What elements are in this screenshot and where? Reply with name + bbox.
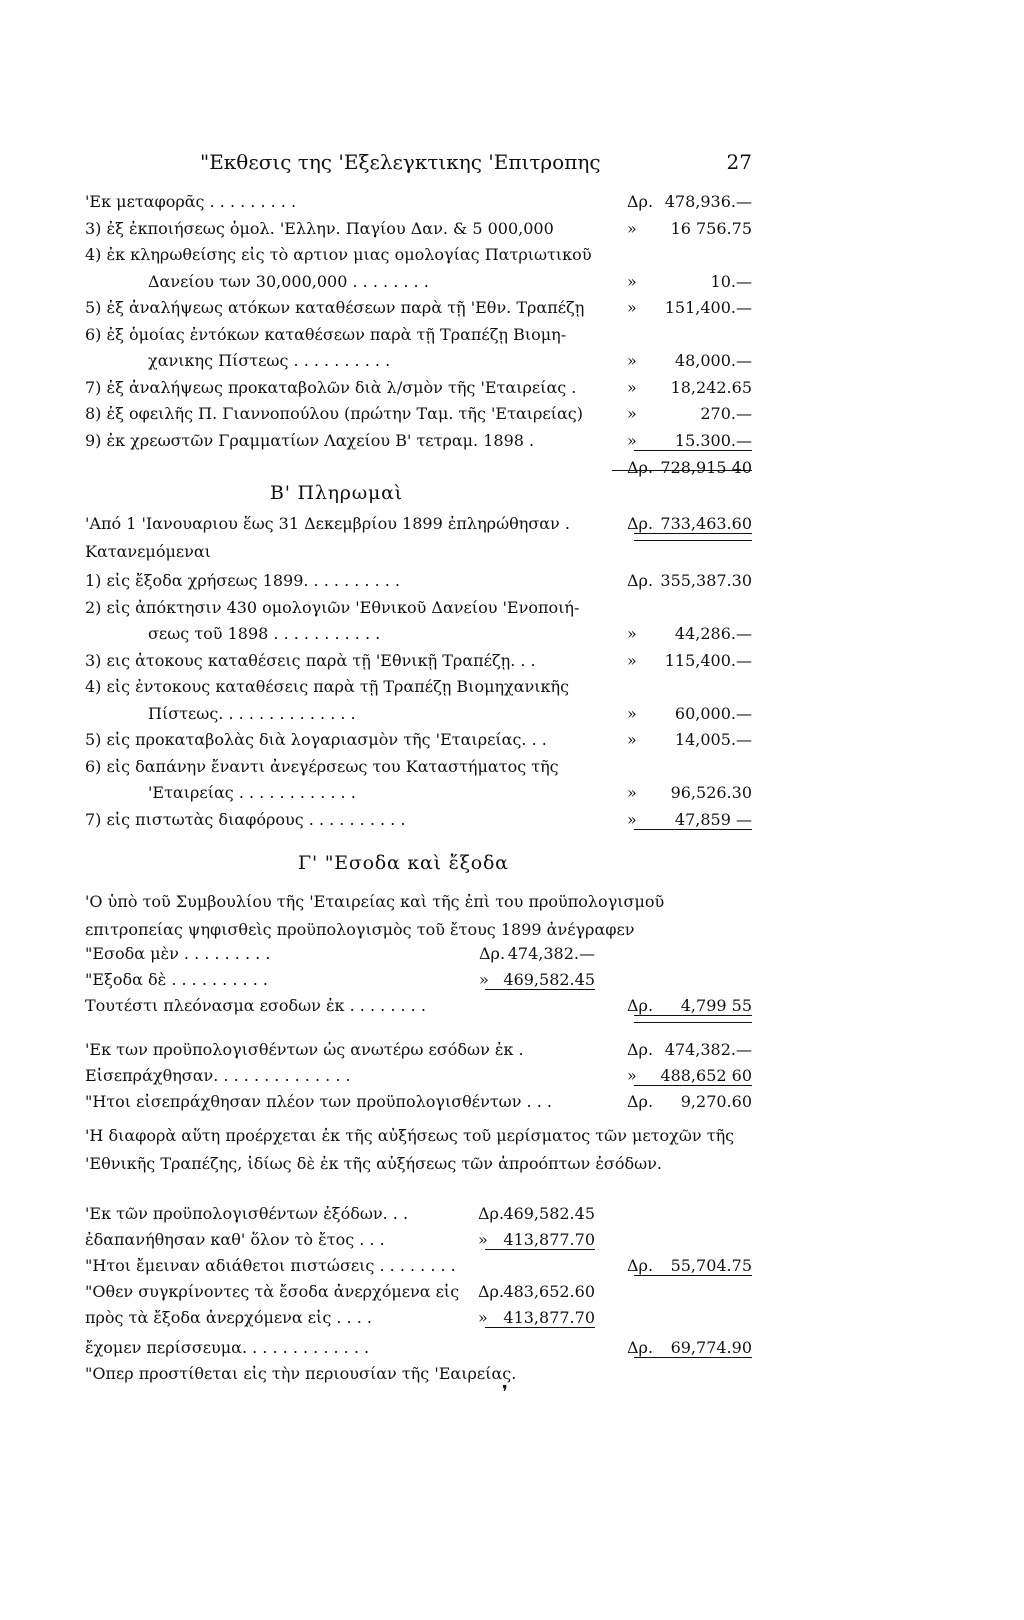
label: 6) εἰς δαπάνην ἔναντι ἀνεγέρσεως του Καταστήματος τῆς bbox=[85, 756, 559, 776]
spent-row bbox=[85, 1230, 752, 1258]
currency: Δρ. bbox=[627, 996, 654, 1015]
currency: » bbox=[627, 351, 637, 370]
label: πρὸς τὰ ἔξοδα ἀνερχόμενα εἰς . . . . bbox=[85, 1308, 372, 1327]
amount: 115,400.— bbox=[664, 650, 752, 670]
amount: 469,582.45 bbox=[485, 970, 595, 990]
section-b-intro bbox=[85, 514, 752, 542]
section-b-subheading bbox=[85, 542, 752, 570]
currency: Δρ. bbox=[627, 1338, 654, 1357]
label: Τουτέστι πλεόνασμα εσοδων ἐκ . . . . . . . . bbox=[85, 996, 426, 1015]
amount: 60,000.— bbox=[674, 703, 752, 723]
amount: 413,877.70 bbox=[485, 1230, 595, 1250]
ledger-row bbox=[85, 325, 752, 353]
ledger-row bbox=[85, 651, 752, 679]
amount: 18,242.65 bbox=[670, 377, 752, 397]
label: "Οθεν συγκρίνοντες τὰ ἔσοδα ἀνερχόμενα εἰς bbox=[85, 1282, 460, 1301]
ledger-row bbox=[85, 704, 752, 732]
currency: » bbox=[479, 970, 489, 989]
ledger-row bbox=[85, 404, 752, 432]
ledger-row bbox=[85, 192, 752, 220]
currency: » bbox=[627, 650, 637, 670]
amount: 151,400.— bbox=[664, 298, 752, 317]
currency: Δρ. bbox=[627, 458, 654, 477]
amount: 413,877.70 bbox=[485, 1308, 595, 1328]
label: Κατανεμόμεναι bbox=[85, 542, 211, 561]
currency: » bbox=[627, 404, 637, 423]
ledger-row bbox=[85, 1040, 752, 1068]
label: ἐδαπανήθησαν καθ' ὅλον τὸ ἔτος . . . bbox=[85, 1230, 385, 1249]
label: 9) ἐκ χρεωστῶν Γραμματίων Λαχείου Β' τετραμ. 1898 . bbox=[85, 430, 535, 450]
currency: Δρ. bbox=[627, 192, 654, 211]
label: 'Εταιρείας . . . . . . . . . . . . bbox=[148, 783, 356, 802]
amount: 478,936.— bbox=[664, 192, 752, 211]
exoda-row bbox=[85, 970, 752, 998]
ledger-row bbox=[85, 1092, 752, 1120]
currency: Δρ. bbox=[627, 1256, 654, 1275]
section-a-total bbox=[85, 458, 752, 486]
ink-mark: ❜ bbox=[502, 1382, 508, 1403]
currency: » bbox=[627, 730, 637, 749]
label: "Οπερ προστίθεται εἰς τὴν περιουσίαν τῆς 'Εαιρείας. bbox=[85, 1364, 517, 1383]
label: 7) εἰς πιστωτὰς διαφόρους . . . . . . . . . . bbox=[85, 809, 406, 829]
ledger-row bbox=[85, 624, 752, 652]
label: 'Από 1 'Ιανουαριου ἕως 31 Δεκεμβρίου 1899 ἐπληρώθησαν . bbox=[85, 514, 570, 533]
amount: 48,000.— bbox=[674, 351, 752, 370]
ledger-row bbox=[85, 245, 752, 273]
amount: 469,582.45 bbox=[503, 1204, 595, 1223]
amount: 483,652.60 bbox=[503, 1282, 595, 1301]
expenses-row bbox=[85, 1204, 752, 1232]
currency: » bbox=[627, 430, 637, 450]
label: 5) εἰς προκαταβολὰς διὰ λογαριασμὸν τῆς 'Εταιρείας. . . bbox=[85, 730, 547, 749]
currency: Δρ. bbox=[627, 571, 654, 590]
currency: » bbox=[627, 809, 637, 829]
closing-row bbox=[85, 1364, 752, 1392]
budget-paragraph: 'Ο ὑπὸ τοῦ Συμβουλίου τῆς 'Εταιρείας καὶ τῆς ἐπὶ του προϋπολογισμοῦ επιτροπείας ψηφισθεὶς προϋπολογισμὸς τοῦ ἔτους 1899 ἀνέγραφεν bbox=[85, 892, 665, 939]
amount: 44,286.— bbox=[674, 624, 752, 643]
label: 6) ἐξ ὁμοίας ἐντόκων καταθέσεων παρὰ τῇ Τραπέζῃ Βιομη- bbox=[85, 324, 567, 344]
ledger-row bbox=[85, 219, 752, 247]
currency: » bbox=[627, 377, 637, 397]
page-number: 27 bbox=[726, 150, 752, 174]
currency: » bbox=[627, 1066, 637, 1085]
amount: 10.— bbox=[710, 271, 752, 291]
amount: 14,005.— bbox=[674, 730, 752, 749]
section-b-heading: Β' Πληρωμαὶ bbox=[270, 482, 403, 504]
compare-expense-row bbox=[85, 1308, 752, 1336]
amount: 69,774.90 bbox=[634, 1338, 752, 1358]
currency: » bbox=[478, 1230, 488, 1249]
amount: 96,526.30 bbox=[670, 783, 752, 802]
currency: Δρ. bbox=[627, 1040, 654, 1059]
explanation-paragraph: 'Η διαφορὰ αὕτη προέρχεται ἐκ τῆς αὐξήσεως τοῦ μερίσματος τῶν μετοχῶν τῆς 'Εθνικῆς Τραπέζης, ἰδίως δὲ ἐκ τῆς αὐξήσεως τῶν ἀπροόπτων ἐσόδων. bbox=[85, 1126, 735, 1173]
label: "Εσοδα μὲν . . . . . . . . . bbox=[85, 944, 271, 963]
esoda-row bbox=[85, 944, 752, 972]
amount: 270.— bbox=[700, 404, 752, 423]
ledger-row bbox=[85, 378, 752, 406]
currency: Δρ. bbox=[627, 1092, 654, 1111]
ledger-row bbox=[85, 571, 752, 599]
currency: Δρ. bbox=[478, 1282, 505, 1301]
amount: 4,799 55 bbox=[634, 996, 752, 1016]
section-c-heading: Γ' "Εσοδα καὶ ἔξοδα bbox=[298, 852, 509, 874]
amount: 728,915 40 bbox=[660, 458, 752, 477]
label: 'Εκ των προϋπολογισθέντων ὡς ανωτέρω εσόδων ἐκ . bbox=[85, 1040, 524, 1059]
label: Πίστεως. . . . . . . . . . . . . . bbox=[148, 703, 356, 723]
label: σεως τοῦ 1898 . . . . . . . . . . . bbox=[148, 624, 381, 643]
currency: » bbox=[627, 624, 637, 643]
amount: 474,382.— bbox=[664, 1040, 752, 1059]
label: Εἰσεπράχθησαν. . . . . . . . . . . . . . bbox=[85, 1066, 351, 1085]
label: 5) ἐξ ἀναλήψεως ατόκων καταθέσεων παρὰ τῇ 'Εθν. Τραπέζῃ bbox=[85, 298, 585, 317]
surplus-final-row bbox=[85, 1338, 752, 1366]
running-title: "Εκθεσις της 'Εξελεγκτικης 'Επιτροπης bbox=[200, 150, 601, 174]
amount: 488,652 60 bbox=[634, 1066, 752, 1086]
currency: » bbox=[627, 783, 637, 802]
label: 3) ἐξ ἐκποιήσεως ὁμολ. 'Ελλην. Παγίου Δαν. & 5 000,000 bbox=[85, 218, 554, 238]
currency: Δρ. bbox=[479, 944, 506, 963]
amount: 47,859 — bbox=[634, 810, 752, 830]
amount: 16 756.75 bbox=[670, 218, 752, 238]
amount: 9,270.60 bbox=[680, 1092, 752, 1111]
ledger-row bbox=[85, 272, 752, 300]
label: 'Εκ μεταφορᾶς . . . . . . . . . bbox=[85, 192, 297, 211]
currency: Δρ. bbox=[627, 514, 654, 533]
label: 4) ἐκ κληρωθείσης εἰς τὸ αρτιον μιας ομολογίας Πατριωτικοῦ bbox=[85, 245, 592, 264]
unused-row bbox=[85, 1256, 752, 1284]
label: 3) εις ἀτοκους καταθέσεις παρὰ τῇ 'Εθνικῇ Τραπέζῃ. . . bbox=[85, 650, 536, 670]
surplus-row bbox=[85, 996, 752, 1024]
ledger-row bbox=[85, 783, 752, 811]
ledger-row bbox=[85, 730, 752, 758]
label: "Ητοι ἔμειναν αδιάθετοι πιστώσεις . . . . . . . . bbox=[85, 1256, 456, 1275]
ledger-row bbox=[85, 431, 752, 459]
ledger-row bbox=[85, 677, 752, 705]
currency: » bbox=[627, 218, 637, 238]
amount: 55,704.75 bbox=[634, 1256, 752, 1276]
label: 2) εἰς ἀπόκτησιν 430 ομολογιῶν 'Εθνικοῦ Δανείου 'Ενοποιή- bbox=[85, 597, 580, 617]
ledger-row bbox=[85, 598, 752, 626]
ledger-row bbox=[85, 1066, 752, 1094]
compare-income-row bbox=[85, 1282, 752, 1310]
label: 7) ἐξ ἀναλήψεως προκαταβολῶν διὰ λ/σμὸν τῆς 'Εταιρείας . bbox=[85, 377, 577, 397]
label: Δανείου των 30,000,000 . . . . . . . . bbox=[148, 271, 429, 291]
label: "Εξοδα δὲ . . . . . . . . . . bbox=[85, 970, 268, 989]
amount: 733,463.60 bbox=[634, 514, 752, 534]
label: 1) εἰς ἔξοδα χρήσεως 1899. . . . . . . . . . bbox=[85, 571, 401, 590]
ledger-row bbox=[85, 298, 752, 326]
double-rule bbox=[634, 1022, 752, 1023]
amount: 15.300.— bbox=[634, 431, 752, 451]
amount: 355,387.30 bbox=[660, 571, 752, 590]
label: 'Εκ τῶν προϋπολογισθέντων ἐξόδων. . . bbox=[85, 1204, 409, 1223]
double-rule bbox=[634, 540, 752, 541]
label: 8) ἐξ οφειλῆς Π. Γιαννοπούλου (πρώτην Ταμ. τῆς 'Εταιρείας) bbox=[85, 404, 583, 423]
label: 4) εἰς ἐντοκους καταθέσεις παρὰ τῇ Τραπέζῃ Βιομηχανικῆς bbox=[85, 677, 570, 696]
currency: Δρ. bbox=[478, 1204, 505, 1223]
currency: » bbox=[627, 271, 637, 291]
label: χανικης Πίστεως . . . . . . . . . . bbox=[148, 351, 391, 370]
ledger-row bbox=[85, 351, 752, 379]
label: ἔχομεν περίσσευμα. . . . . . . . . . . . . bbox=[85, 1338, 370, 1357]
ledger-row bbox=[85, 757, 752, 785]
ledger-row bbox=[85, 810, 752, 838]
currency: » bbox=[478, 1308, 488, 1327]
currency: » bbox=[627, 703, 637, 723]
label: "Ητοι εἰσεπράχθησαν πλέον των προϋπολογισθέντων . . . bbox=[85, 1092, 552, 1111]
currency: » bbox=[627, 298, 637, 317]
amount: 474,382.— bbox=[507, 944, 595, 963]
